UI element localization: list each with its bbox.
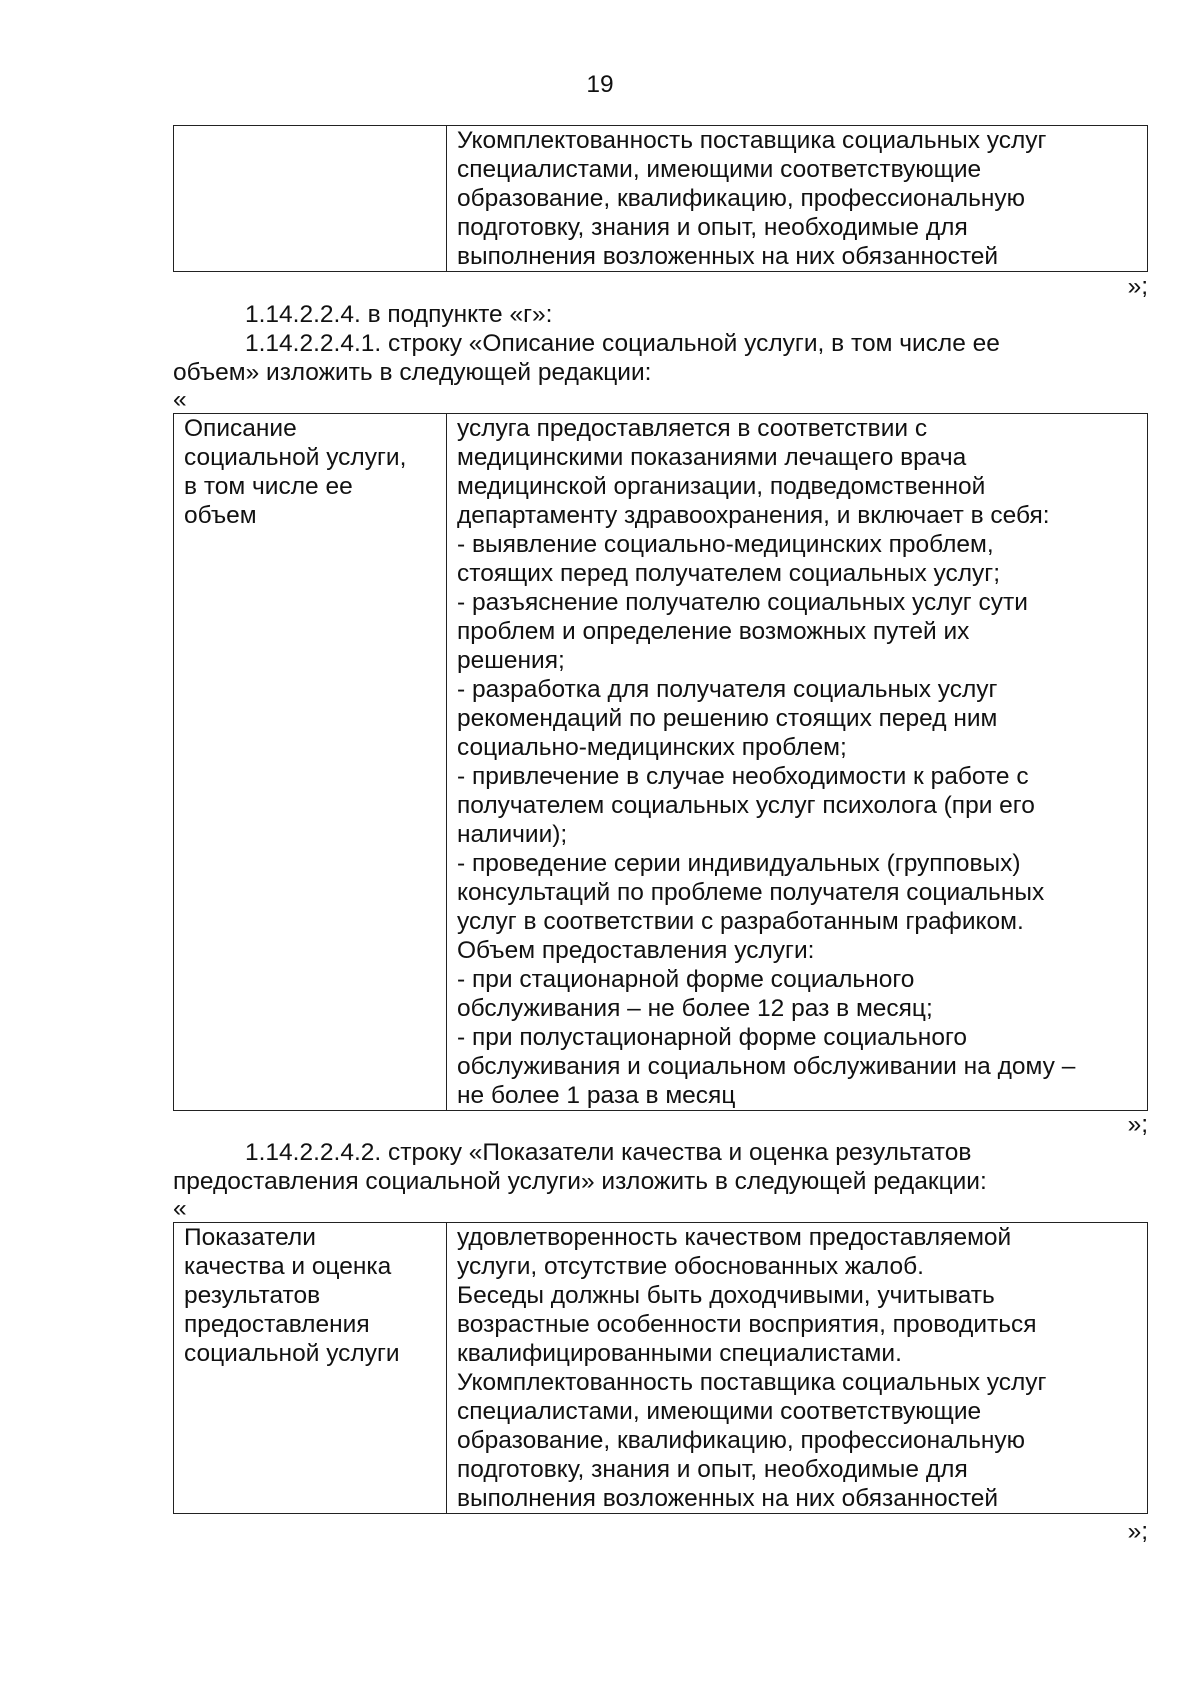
closing-quote: »; bbox=[1127, 1518, 1148, 1545]
paragraph-item: 1.14.2.2.4. в подпункте «г»: bbox=[245, 301, 553, 328]
opening-quote: « bbox=[173, 1195, 187, 1222]
page-number: 19 bbox=[586, 71, 614, 98]
paragraph-line: 1.14.2.2.4.2. строку «Показатели качества и оценка результатов bbox=[245, 1139, 972, 1166]
paragraph-item bbox=[173, 329, 1148, 358]
table-cell-content: Укомплектованность поставщика социальных услуг специалистами, имеющими соответствующие образование, квалификацию, профессиональную подготовку, знания и опыт, необходимые для выполнения возложенных на них обязанностей bbox=[447, 126, 1148, 272]
paragraph-line: предоставления социальной услуги» изложить в следующей редакции: bbox=[173, 1168, 987, 1195]
paragraph-line: 1.14.2.2.4.1. строку «Описание социальной услуги, в том числе ее bbox=[245, 330, 1000, 357]
service-description-table bbox=[173, 413, 1148, 1111]
closing-quote: »; bbox=[1127, 1111, 1148, 1138]
table-cell-content: удовлетворенность качеством предоставляемой услуги, отсутствие обоснованных жалоб. Беседы должны быть доходчивыми, учитывать возрастные особенности восприятия, проводиться квалифицированными специалистами. Укомплектованность поставщика социальных услуг специалистами, имеющими соответствующие образование, квалификацию, профессиональную подготовку, знания и опыт, необходимые для выполнения возложенных на них обязанностей bbox=[447, 1223, 1148, 1514]
quality-table-continuation bbox=[173, 125, 1148, 272]
table-cell-content: услуга предоставляется в соответствии с медицинскими показаниями лечащего врача медицинской организации, подведомственной департаменту здравоохранения, и включает в себя: - выявление социально-медицинских проблем, стоящих перед получателем социальных услуг; - разъяснение получателю социальных услуг сути проблем и определение возможных путей их решения; - разработка для получателя социальных услуг рекомендаций по решению стоящих перед ним социально-медицинских проблем; - привлечение в случае необходимости к работе с получателем социальных услуг психолога (при его наличии); - проведение серии индивидуальных (групповых) консультаций по проблеме получателя социальных услуг в соответствии с разработанным графиком. Объем предоставления услуги: - при стационарной форме социального обслуживания – не более 12 раз в месяц; - при полустационарной форме социального обслуживания и социальном обслуживании на дому – не более 1 раза в месяц bbox=[447, 414, 1148, 1111]
table-cell-label: Описание социальной услуги, в том числе ее объем bbox=[174, 414, 447, 1111]
table-row bbox=[174, 126, 1148, 272]
opening-quote: « bbox=[173, 386, 187, 413]
quality-indicators-table bbox=[173, 1222, 1148, 1514]
table-cell-label bbox=[174, 126, 447, 272]
table-cell-label: Показатели качества и оценка результатов предоставления социальной услуги bbox=[174, 1223, 447, 1514]
paragraph-line: объем» изложить в следующей редакции: bbox=[173, 359, 652, 386]
table-row bbox=[174, 414, 1148, 1111]
paragraph-item bbox=[173, 1138, 1148, 1167]
table-row bbox=[174, 1223, 1148, 1514]
closing-quote: »; bbox=[1127, 273, 1148, 300]
